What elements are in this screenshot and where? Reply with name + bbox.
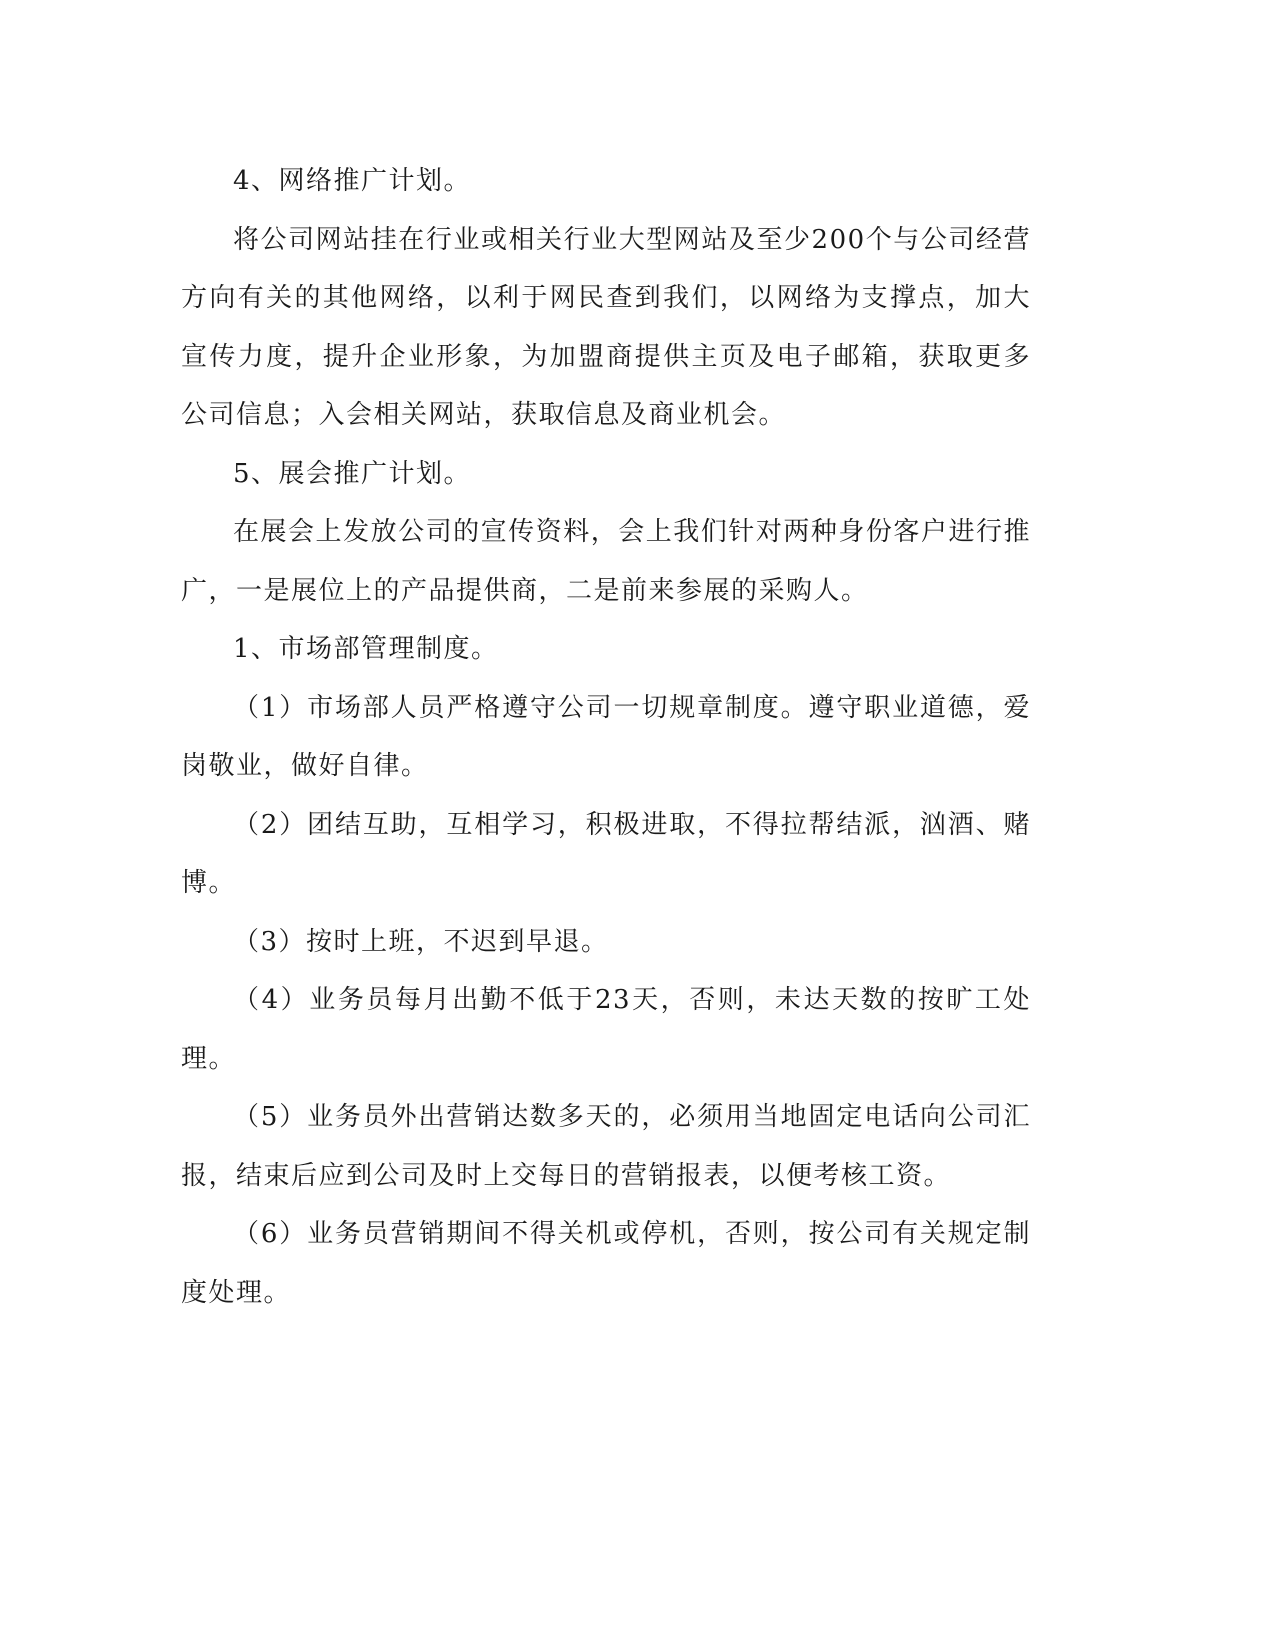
paragraph-network-promotion: 将公司网站挂在行业或相关行业大型网站及至少200个与公司经营方向有关的其他网络，以利于网民查到我们，以网络为支撑点，加大宣传力度，提升企业形象，为加盟商提供主页及电子邮箱，获取更多公司信息；入会相关网站，获取信息及商业机会。	[181, 224, 1031, 430]
rule-item-1: （1）市场部人员严格遵守公司一切规章制度。遵守职业道德，爱岗敬业，做好自律。	[181, 692, 1031, 781]
rule-item-4: （4）业务员每月出勤不低于23天，否则，未达天数的按旷工处理。	[181, 985, 1031, 1074]
rule-item-5: （5）业务员外出营销达数多天的，必须用当地固定电话向公司汇报，结束后应到公司及时上交每日的营销报表，以便考核工资。	[181, 1102, 1031, 1191]
section-heading-marketing-rules: 1、市场部管理制度。	[233, 634, 499, 664]
document-body	[181, 152, 1031, 1322]
paragraph-exhibition-promotion: 在展会上发放公司的宣传资料，会上我们针对两种身份客户进行推广，一是展位上的产品提供商，二是前来参展的采购人。	[181, 517, 1031, 606]
section-heading-network-promotion: 4、网络推广计划。	[233, 166, 472, 196]
rule-item-3: （3）按时上班，不迟到早退。	[233, 926, 609, 957]
section-heading-exhibition-promotion: 5、展会推广计划。	[233, 458, 472, 489]
rule-item-6: （6）业务员营销期间不得关机或停机，否则，按公司有关规定制度处理。	[181, 1219, 1031, 1308]
rule-item-2: （2）团结互助，互相学习，积极进取，不得拉帮结派，汹酒、赌博。	[181, 809, 1031, 898]
